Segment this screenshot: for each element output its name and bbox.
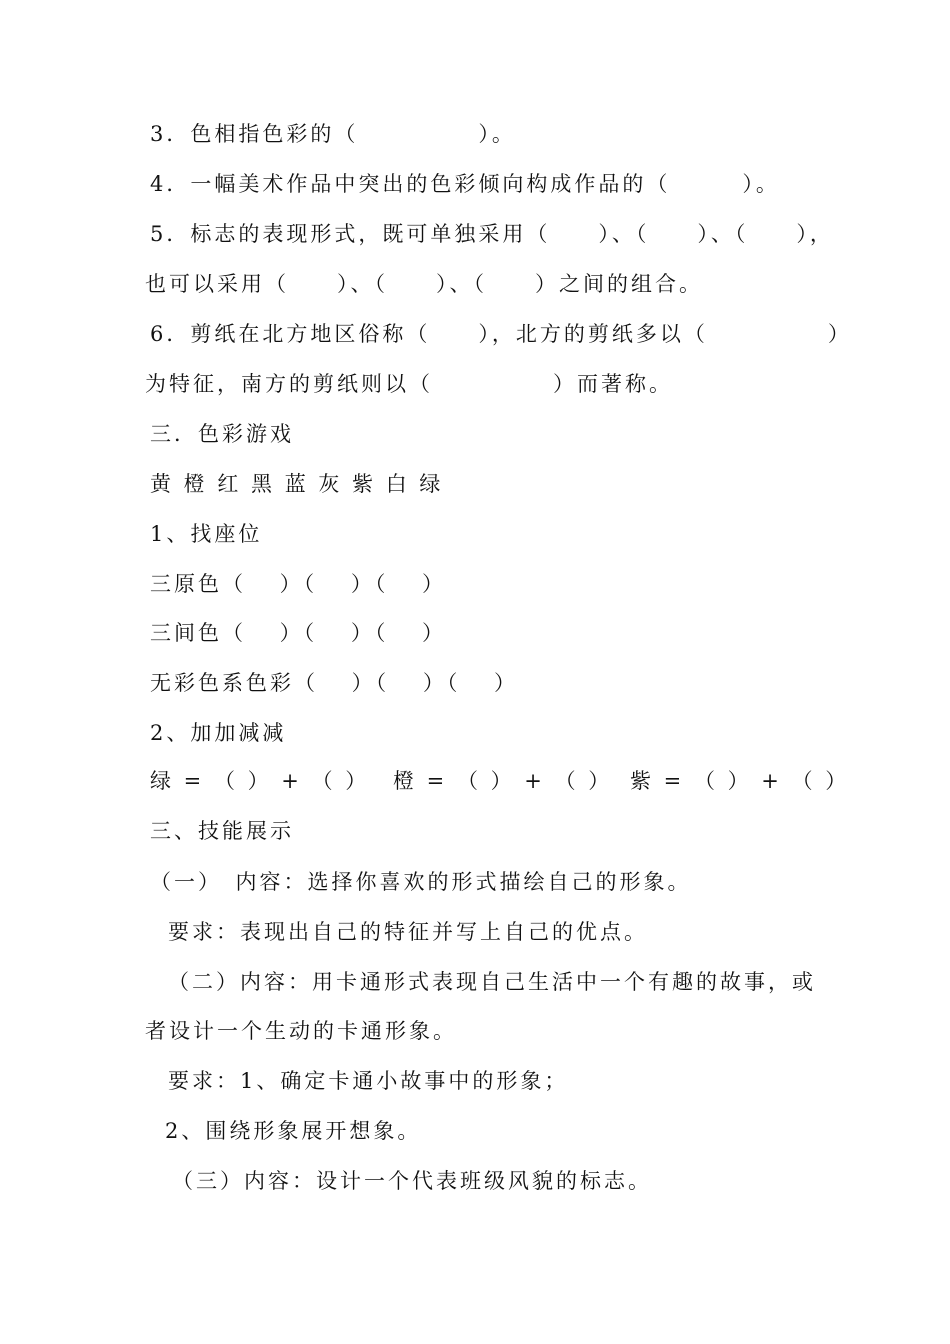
question-5: 5．标志的表现形式，既可单独采用（ ）、（ ）、（ ）， [150,222,834,246]
subsection-find-seat: 1、找座位 [150,522,263,546]
task-1-content: （一） 内容：选择你喜欢的形式描绘自己的形象。 [150,870,692,894]
subsection-add-subtract: 2、加加减减 [150,721,287,745]
section-color-game-heading: 三．色彩游戏 [150,422,294,446]
achromatic-colors-row: 无彩色系色彩（ ）（ ）（ ） [150,671,519,695]
task-2-requirement-1: 要求：1、确定卡通小故事中的形象； [168,1069,569,1093]
task-1-requirement: 要求：表现出自己的特征并写上自己的优点。 [168,920,648,944]
task-2-content: （二）内容：用卡通形式表现自己生活中一个有趣的故事，或 [168,970,816,994]
question-6-continued: 为特征，南方的剪纸则以（ ）而著称。 [145,372,673,396]
task-2-requirement-2: 2、围绕形象展开想象。 [165,1119,422,1143]
task-2-content-continued: 者设计一个生动的卡通形象。 [145,1019,457,1043]
secondary-colors-row: 三间色（ ）（ ）（ ） [150,621,447,645]
section-skills-heading: 三、技能展示 [150,819,294,843]
task-3-content: （三）内容：设计一个代表班级风貌的标志。 [172,1169,652,1193]
question-4: 4．一幅美术作品中突出的色彩倾向构成作品的（ ）。 [150,172,780,196]
primary-colors-row: 三原色（ ）（ ）（ ） [150,572,447,596]
color-word-list: 黄 橙 红 黑 蓝 灰 紫 白 绿 [150,472,444,496]
question-3: 3．色相指色彩的（ ）。 [150,122,516,146]
question-5-continued: 也可以采用（ ）、（ ）、（ ）之间的组合。 [145,272,703,296]
question-6: 6．剪纸在北方地区俗称（ ），北方的剪纸多以（ ） [150,322,852,346]
purple-equation: 紫 = （ ） + （ ） [630,769,850,793]
orange-equation: 橙 = （ ） + （ ） [393,769,613,793]
green-equation: 绿 = （ ） + （ ） [150,769,370,793]
